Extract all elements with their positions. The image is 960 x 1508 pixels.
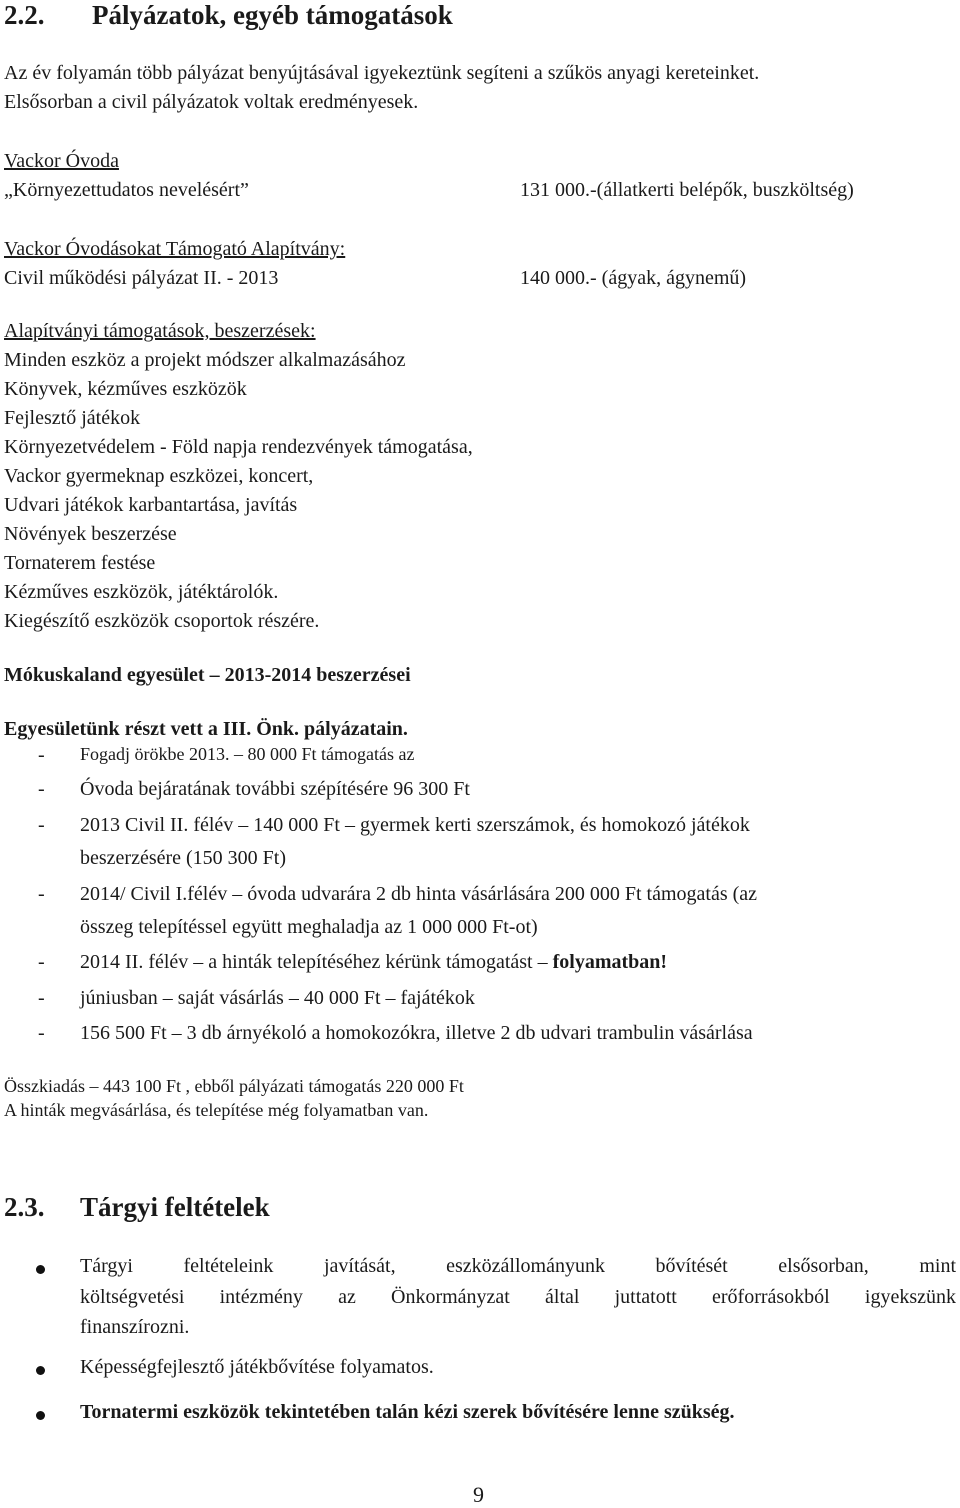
status-in-progress: folyamatban! <box>552 951 668 973</box>
foundation-item: Növények beszerzése <box>4 523 177 545</box>
foundation-item: Vackor gyermeknap eszközei, koncert, <box>4 465 314 487</box>
mokuskaland-item-continuation: összeg telepítéssel együtt meghaladja az 1 000 000 Ft-ot) <box>80 916 538 938</box>
foundation-item: Udvari játékok karbantartása, javítás <box>4 494 298 516</box>
bullet1-line2: költségvetési intézmény az Önkormányzat által juttatott erőforrásokból igyekszünk <box>80 1286 956 1308</box>
bullet-icon <box>36 1265 45 1274</box>
mokuskaland-item: 2013 Civil II. félév – 140 000 Ft – gyermek kerti szerszámok, és homokozó játékok <box>80 814 750 836</box>
grant2-amount: 140 000.- (ágyak, ágynemű) <box>520 267 747 289</box>
grant1-project: „Környezettudatos nevelésért” <box>4 179 249 201</box>
intro-line-1: Az év folyamán több pályázat benyújtásával igyekeztünk segíteni a szűkös anyagi kereteinket. <box>4 62 760 84</box>
section-2-3-title: Tárgyi feltételek <box>80 1192 270 1222</box>
section-2-2-number: 2.2. <box>4 0 45 30</box>
grant1-amount: 131 000.-(állatkerti belépők, buszköltség) <box>520 179 854 201</box>
bullet2-text: Képességfejlesztő játékbővítése folyamatos. <box>80 1356 434 1378</box>
list-dash: - <box>38 814 45 836</box>
grant2-project: Civil működési pályázat II. - 2013 <box>4 267 279 289</box>
installation-note: A hinták megvásárlása, és telepítése még folyamatban van. <box>4 1100 429 1120</box>
bullet1-line1-text: Tárgyi feltételeink javítását, eszközállományunk bővítését elsősorban, mint <box>80 1255 956 1277</box>
foundation-heading: Alapítványi támogatások, beszerzések: <box>4 320 316 342</box>
mokuskaland-item-text: 2014 II. félév – a hinták telepítéséhez kérünk támogatást – <box>80 951 548 973</box>
mokuskaland-item: Fogadj örökbe 2013. – 80 000 Ft támogatás az <box>80 744 415 764</box>
bullet1-line3: finanszírozni. <box>80 1316 190 1338</box>
grant2-name: Vackor Óvodásokat Támogató Alapítvány: <box>4 238 346 260</box>
grant1-name: Vackor Óvoda <box>4 150 119 172</box>
section-2-3-number: 2.3. <box>4 1192 45 1222</box>
bullet1-line1 <box>80 1255 956 1278</box>
section-2-2-title: Pályázatok, egyéb támogatások <box>92 0 453 30</box>
foundation-item: Környezetvédelem - Föld napja rendezvények támogatása, <box>4 436 473 458</box>
bullet-icon <box>36 1411 45 1420</box>
foundation-item: Tornaterem festése <box>4 552 156 574</box>
mokuskaland-item: 156 500 Ft – 3 db árnyékoló a homokozókra, illetve 2 db udvari trambulin vásárlása <box>80 1022 753 1044</box>
list-dash: - <box>38 744 45 766</box>
list-dash: - <box>38 1022 45 1044</box>
intro-line-2: Elsősorban a civil pályázatok voltak eredményesek. <box>4 91 419 113</box>
foundation-item: Könyvek, kézműves eszközök <box>4 378 247 400</box>
list-dash: - <box>38 951 45 973</box>
bullet3-text: Tornatermi eszközök tekintetében talán kézi szerek bővítésére lenne szükség. <box>80 1401 735 1423</box>
mokuskaland-item-continuation: beszerzésére (150 300 Ft) <box>80 847 287 869</box>
mokuskaland-item <box>80 951 667 974</box>
mokuskaland-heading: Mókuskaland egyesület – 2013-2014 beszerzései <box>4 664 411 686</box>
mokuskaland-item: júniusban – saját vásárlás – 40 000 Ft – fajátékok <box>80 987 475 1009</box>
foundation-item: Kézműves eszközök, játéktárolók. <box>4 581 279 603</box>
mokuskaland-subheading: Egyesületünk részt vett a III. Önk. pályázatain. <box>4 718 408 740</box>
foundation-item: Minden eszköz a projekt módszer alkalmazásához <box>4 349 406 371</box>
list-dash: - <box>38 778 45 800</box>
foundation-item: Kiegészítő eszközök csoportok részére. <box>4 610 320 632</box>
mokuskaland-item: 2014/ Civil I.félév – óvoda udvarára 2 db hinta vásárlására 200 000 Ft támogatás (az <box>80 883 758 905</box>
page-number: 9 <box>473 1482 484 1507</box>
mokuskaland-item: Óvoda bejáratának további szépítésére 96 300 Ft <box>80 778 470 800</box>
list-dash: - <box>38 883 45 905</box>
list-dash: - <box>38 987 45 1009</box>
foundation-item: Fejlesztő játékok <box>4 407 141 429</box>
total-expenses: Összkiadás – 443 100 Ft , ebből pályázati támogatás 220 000 Ft <box>4 1076 464 1096</box>
bullet-icon <box>36 1366 45 1375</box>
